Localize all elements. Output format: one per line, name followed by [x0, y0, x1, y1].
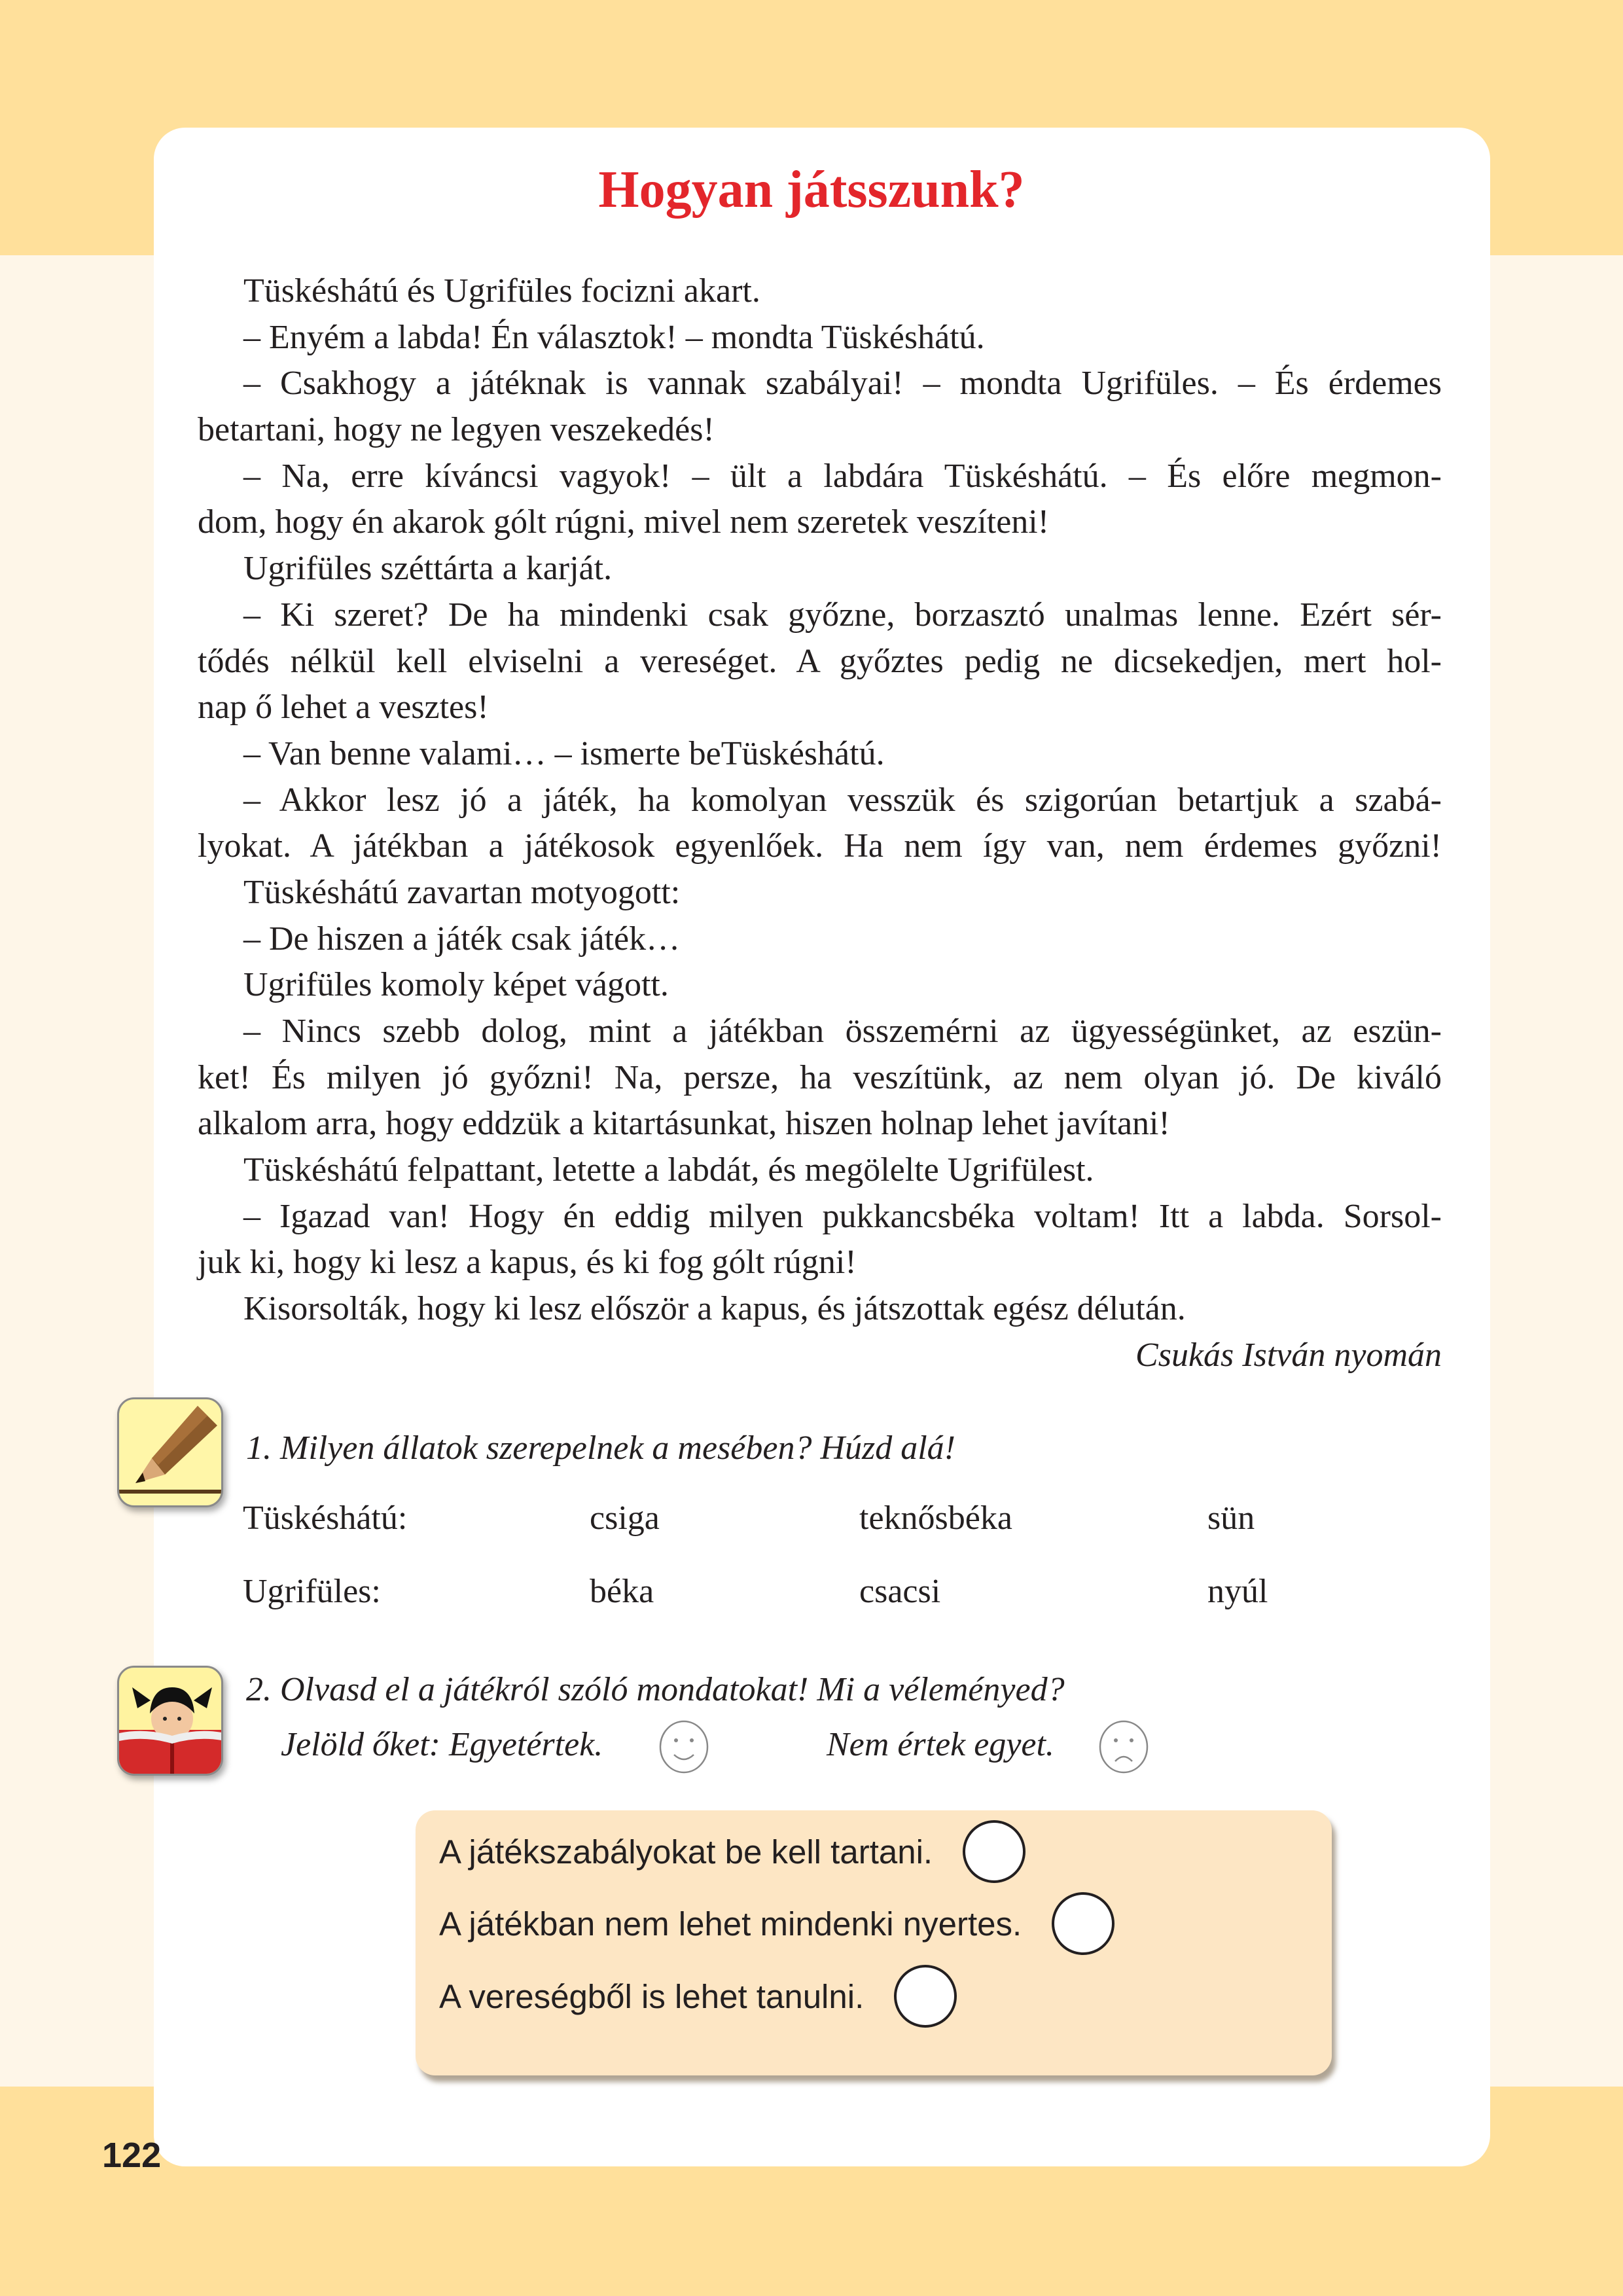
task1-option[interactable]: nyúl [1207, 1573, 1268, 1610]
story-line: – Ki szeret? De ha mindenki csak győzne, borzasztó unalmas lenne. Ezért sér- [243, 596, 1442, 634]
story-line: – De hiszen a játék csak játék… [243, 920, 681, 958]
statement-text: A vereségből is lehet tanulni. [439, 1977, 865, 2015]
story-line: – Nincs szebb dolog, mint a játékban összemérni az ügyességünket, az eszün- [243, 1013, 1442, 1050]
task1-option[interactable]: teknősbéka [859, 1499, 1012, 1537]
story-line: – Enyém a labda! Én választok! – mondta Tüskéshátú. [243, 318, 985, 356]
sad-face-icon [1098, 1719, 1149, 1774]
story-line: dom, hogy én akarok gólt rúgni, mivel nem szeretek veszíteni! [198, 503, 1050, 541]
story-author: Csukás István nyomán [1135, 1336, 1442, 1374]
task1-option[interactable]: béka [590, 1573, 654, 1610]
story-line: – Na, erre kíváncsi vagyok! – ült a labdára Tüskéshátú. – És előre megmon- [243, 457, 1442, 495]
story-line: tődés nélkül kell elviselni a vereséget. A győztes pedig ne dicsekedjen, mert hol- [198, 642, 1442, 680]
story-line: nap ő lehet a vesztes! [198, 689, 489, 726]
statement-row [439, 1892, 1115, 1955]
task1-option[interactable]: csiga [590, 1499, 660, 1537]
task1-question: 1. Milyen állatok szerepelnek a mesében? Húzd alá! [246, 1429, 956, 1467]
story-line: Tüskéshátú zavartan motyogott: [243, 873, 681, 911]
agree-label: Jelöld őket: Egyetértek. [281, 1726, 603, 1763]
task1-option[interactable]: csacsi [859, 1573, 941, 1610]
statements-box [416, 1810, 1332, 2075]
story-line: ket! És milyen jó győzni! Na, persze, ha veszítünk, az nem olyan jó. De kiváló [198, 1058, 1442, 1096]
smiley-face-icon [658, 1719, 709, 1774]
task1-row-label: Tüskéshátú: [243, 1499, 408, 1537]
answer-circle[interactable] [894, 1965, 957, 2028]
disagree-label: Nem értek egyet. [827, 1726, 1054, 1763]
story-line: Kisorsolták, hogy ki lesz először a kapus, és játszottak egész délután. [243, 1290, 1186, 1328]
task1-row-label: Ugrifüles: [243, 1573, 381, 1610]
story-line: – Van benne valami… – ismerte beTüskéshátú. [243, 734, 885, 772]
statement-row [439, 1965, 957, 2028]
page-title: Hogyan játsszunk? [598, 161, 1025, 219]
story-line: Tüskéshátú és Ugrifüles focizni akart. [243, 272, 760, 310]
story-line: betartani, hogy ne legyen veszekedés! [198, 411, 715, 449]
task2-question: 2. Olvasd el a játékról szóló mondatokat! Mi a véleményed? [246, 1671, 1065, 1708]
story-line: Tüskéshátú felpattant, letette a labdát, és megölelte Ugrifülest. [243, 1151, 1094, 1189]
story-line: juk ki, hogy ki lesz a kapus, és ki fog gólt rúgni! [198, 1244, 857, 1282]
statement-text: A játékszabályokat be kell tartani. [439, 1833, 933, 1871]
reading-girl-icon [117, 1666, 223, 1776]
story-line: Ugrifüles komoly képet vágott. [243, 966, 669, 1004]
story-line: Ugrifüles széttárta a karját. [243, 550, 613, 588]
story-line: – Igazad van! Hogy én eddig milyen pukkancsbéka voltam! Itt a labda. Sorsol- [243, 1197, 1442, 1235]
answer-circle[interactable] [963, 1820, 1026, 1883]
answer-circle[interactable] [1052, 1892, 1115, 1955]
story-line: alkalom arra, hogy eddzük a kitartásunkat, hiszen holnap lehet javítani! [198, 1105, 1170, 1143]
statement-text: A játékban nem lehet mindenki nyertes. [439, 1905, 1022, 1943]
task1-option[interactable]: sün [1207, 1499, 1255, 1537]
story-text [198, 268, 1442, 1379]
story-line: – Akkor lesz jó a játék, ha komolyan vesszük és szigorúan betartjuk a szabá- [243, 781, 1442, 819]
statement-row [439, 1820, 1026, 1883]
page-number: 122 [102, 2136, 162, 2175]
pencil-icon [117, 1397, 223, 1507]
story-line: – Csakhogy a játéknak is vannak szabályai! – mondta Ugrifüles. – És érdemes [243, 365, 1442, 403]
story-line: lyokat. A játékban a játékosok egyenlőek. Ha nem így van, nem érdemes győzni! [198, 827, 1442, 865]
